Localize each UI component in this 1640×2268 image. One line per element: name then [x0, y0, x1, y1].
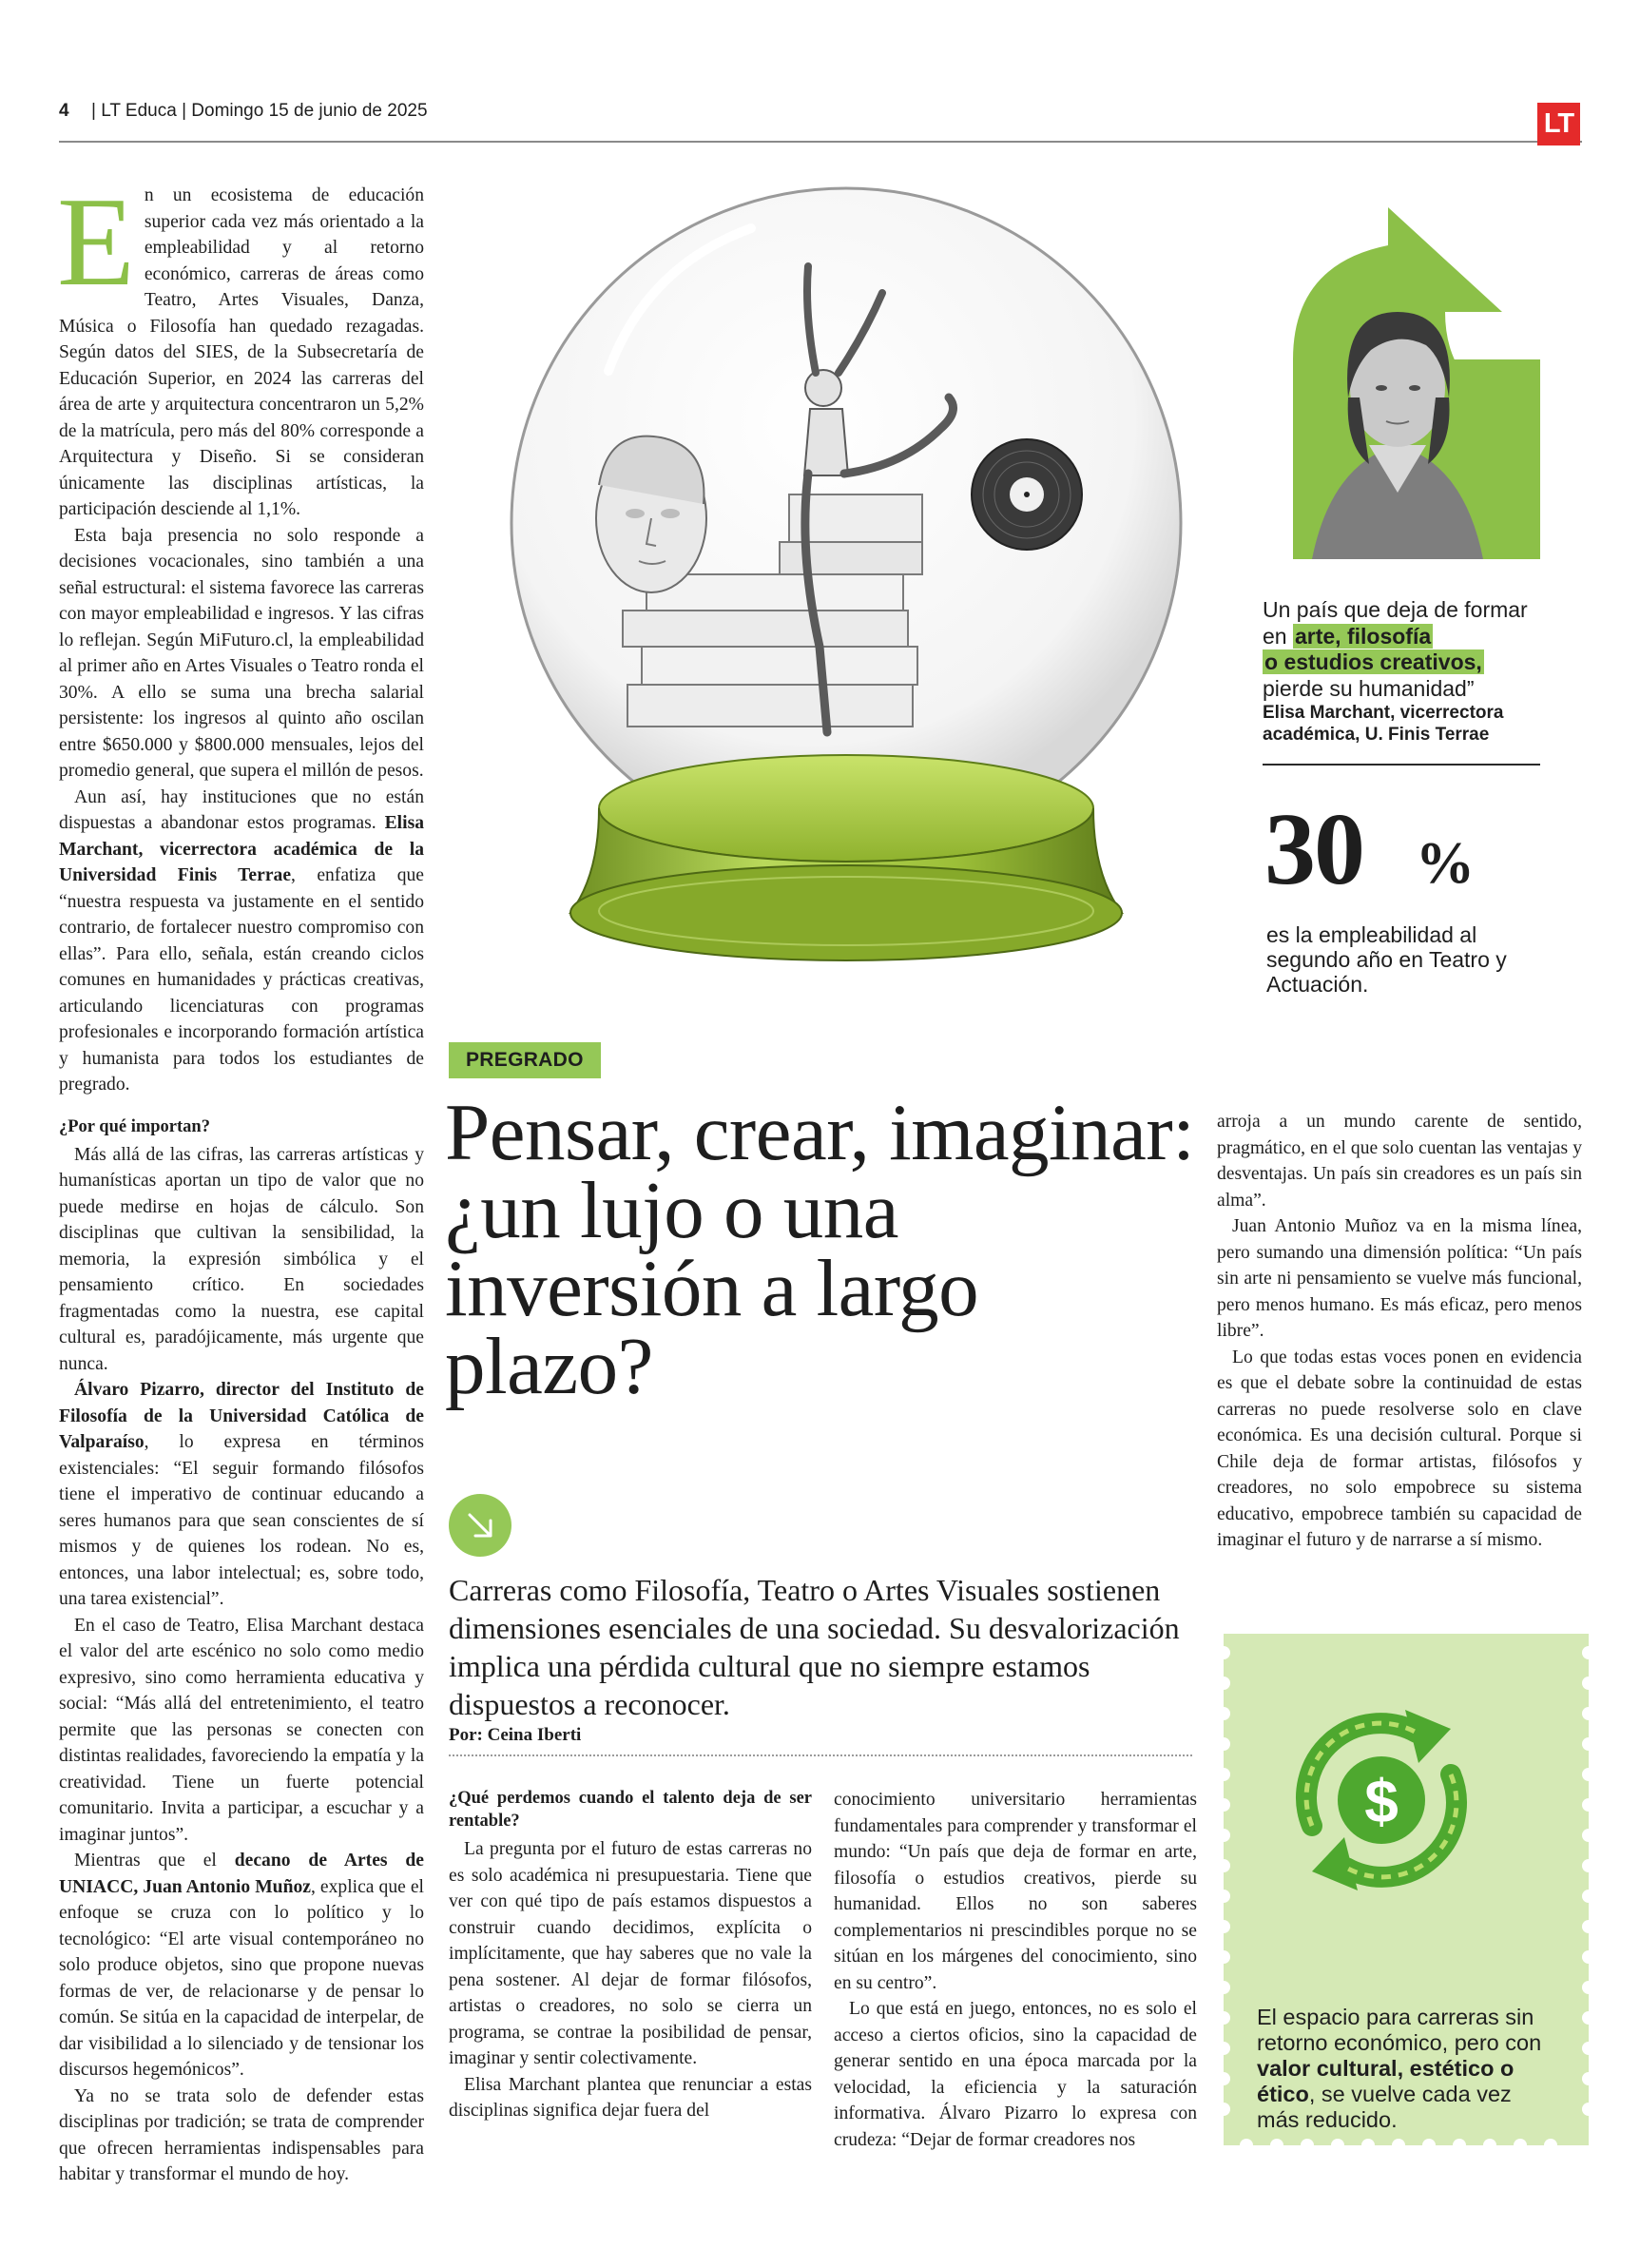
- info-box-text: [1257, 2005, 1542, 2133]
- quote-highlight: o estudios creativos,: [1264, 649, 1482, 674]
- paragraph: [59, 785, 424, 1098]
- section-question: ¿Qué perdemos cuando el talento deja de ser rentable?: [449, 1789, 812, 1831]
- subheadline: Carreras como Filosofía, Teatro o Artes Visuales sostienen dimensiones esenciales de una sociedad. Su desvalorización implica una pérdida cultural que no siempre estamos dispuestos a reconocer.: [449, 1573, 1180, 1721]
- pull-quote: [1263, 597, 1548, 702]
- divider: [449, 1754, 1192, 1756]
- quote-author: [1263, 702, 1548, 746]
- page-number: 4: [59, 101, 69, 121]
- byline: Por: Ceina Iberti: [449, 1725, 582, 1745]
- paragraph-text: n un ecosistema de educación superior cada vez más orientado a la empleabilidad y al retorno económico, carreras de áreas como Teatro, Artes Visuales, Danza, Música o Filosofía han quedado rezagadas. Según datos del SIES, de la Subsecretaría de Educación Superior, en 2024 las carreras del área de arte y arquitectura concentraron un 5,2% de la matrícula, pero más del 80% corresponde a Arquitectura y Diseño. Si se consideran únicamente las disciplinas artísticas, la participación desciende al 1,1%.: [59, 185, 424, 519]
- quote-highlight: arte, filosofía: [1294, 623, 1432, 649]
- headline: Pensar, crear, imaginar: ¿un lujo o una inversión a largo plazo?: [445, 1088, 1195, 1411]
- arrow-down-right-icon: [449, 1494, 511, 1557]
- section-date: | LT Educa | Domingo 15 de junio de 2025: [91, 101, 428, 121]
- paragraph: arroja a un mundo carente de sentido, pragmático, en el que solo cuentan las ventajas y desventajas. Un país sin creadores es un país sin alma”.: [1217, 1112, 1582, 1211]
- svg-text:$: $: [1364, 1767, 1399, 1835]
- person-name: Elisa Marchant, vicerrectora académica de la Universidad Finis Terrae: [59, 813, 424, 885]
- info-text: El espacio para carreras sin retorno económico, pero con: [1257, 2005, 1542, 2055]
- person-name: Álvaro Pizarro, director del Instituto de Filosofía de la Universidad Católica de Valparaíso: [59, 1380, 424, 1452]
- snow-globe-ballerina-illustration: [466, 152, 1226, 1018]
- paragraph: Más allá de las cifras, las carreras artísticas y humanísticas aportan un tipo de valor que no puede medirse en hojas de cálculo. Son disciplinas que cultivan la sensibilidad, la memoria, la expresión simbólica y el pensamiento crítico. En sociedades fragmentadas como la nuestra, ese capital cultural es, paradójicamente, más urgente que nunca.: [59, 1144, 424, 1374]
- paragraph: Ya no se trata solo de defender estas disciplinas por tradición; se trata de comprender que ofrecen herramientas indispensables para habitar y transformar el mundo de hoy.: [59, 2085, 424, 2184]
- stat-caption: es la empleabilidad al segundo año en Teatro y Actuación.: [1266, 922, 1507, 997]
- quote-author-line: Elisa Marchant, vicerrectora: [1263, 703, 1504, 723]
- quote-text: Un país que deja de formar en: [1263, 597, 1528, 649]
- article-column-4: [834, 1787, 1197, 2153]
- paragraph: [57, 171, 424, 523]
- article-column-3: [449, 1787, 812, 2124]
- lt-logo: LT: [1537, 103, 1580, 145]
- person-name: decano de Artes de UNIACC, Juan Antonio Muñoz: [59, 1851, 424, 1897]
- paragraph: Lo que está en juego, entonces, no es solo el acceso a ciertos oficios, sino la capacidad de generar sentido en una época marcada por la velocidad, la eficiencia y la saturación informativa. Álvaro Pizarro lo expresa con crudeza: “Dejar de formar creadores nos: [834, 1999, 1197, 2150]
- info-text: , se vuelve cada vez más reducido.: [1257, 2082, 1512, 2132]
- paragraph: Esta baja presencia no solo responde a decisiones vocacionales, sino también a una señal estructural: el sistema favorece las carreras con mayor empleabilidad e ingresos. Y las cifras lo reflejan. Según MiFuturo.cl, la empleabilidad al primer año en Artes Visuales o Teatro ronda el 30%. A ello se suma una brecha salarial persistente: los ingresos al quinto año oscilan entre $650.000 y $800.000 mensuales, lejos del promedio general, que supera el millón de pesos.: [59, 525, 424, 781]
- paragraph-text: Aun así, hay instituciones que no están dispuestas a abandonar estos programas.: [59, 786, 424, 833]
- paragraph-text: , explica que el enfoque se cruza con lo político y lo tecnológico: “El arte visual contemporáneo no solo produce objetos, sino que propone nuevas formas de ver, de relacionarse y de pensar lo común. Se sitúa en la capacidad de interpelar, de dar visibilidad a lo silenciado y de tensionar los discursos hegemónicos”.: [59, 1876, 424, 2080]
- paragraph: Elisa Marchant plantea que renunciar a estas disciplinas significa dejar fuera del: [449, 2074, 812, 2121]
- dollar-cycle-icon: [1274, 1693, 1489, 1908]
- paragraph-text: Mientras que el: [74, 1851, 235, 1871]
- quote-text: pierde su humanidad”: [1263, 675, 1475, 701]
- paragraph: conocimiento universitario herramientas fundamentales para comprender y transformar el mundo: “Un país que deja de formar en arte, filosofía o estudios creativos, pierde su humanidad. Ellos no son saberes complementarios ni prescindibles porque no se sitúan en los márgenes del conocimiento, sino en su centro”.: [834, 1790, 1197, 1993]
- paragraph-text: , enfatiza que “nuestra respuesta va justamente en el sentido contrario, de fortalecer nuestro compromiso con ellas”. Para ello, señala, están creando ciclos comunes en humanidades y prácticas creativas, articulando licenciaturas con programas profesionales e incorporando formación artística y humanista para todos los estudiantes de pregrado.: [59, 865, 424, 1095]
- section-question: ¿Por qué importan?: [59, 1116, 210, 1136]
- paragraph: Lo que todas estas voces ponen en evidencia es que el debate sobre la continuidad de estas carreras no puede resolverse solo en clave económica. Es una decisión cultural. Porque si Chile deja de formar artistas, filósofos y creadores, no solo empobrece su sistema educativo, empobrece también su capacidad de imaginar el futuro y de narrarse a sí mismo.: [1217, 1347, 1582, 1550]
- article-column-1: [57, 171, 424, 2188]
- section-kicker: PREGRADO: [449, 1042, 601, 1078]
- paragraph: Juan Antonio Muñoz va en la misma línea, pero sumando una dimensión política: “Un país sin arte ni pensamiento se vuelve más funcional, pero menos humano. Es más eficaz, pero menos libre”.: [1217, 1216, 1582, 1341]
- stat-value: 30: [1264, 793, 1363, 906]
- header-rule: [59, 141, 1582, 143]
- paragraph: [59, 1848, 424, 2084]
- divider: [1263, 764, 1540, 766]
- paragraph-text: , lo expresa en términos existenciales: “El seguir formando filósofos tiene el imperativo de continuar educando a seres humanos para que sean conscientes de sí mismos y de quienes los rodean. No es, entonces, una labor intelectual; es, sobre todo, una tarea existencial”.: [59, 1432, 424, 1609]
- info-highlight: valor cultural, estético o ético: [1257, 2056, 1515, 2106]
- stat-unit: %: [1416, 831, 1475, 896]
- quote-author-line: académica, U. Finis Terrae: [1263, 725, 1490, 745]
- paragraph: La pregunta por el futuro de estas carreras no es solo académica ni presupuestaria. Tiene que ver con qué tipo de país estamos dispuestos a construir cuando decidimos, explícita o implícitamente, que hay saberes que no vale la pena sostener. Al dejar de formar filósofos, artistas o creadores, no solo se cierra un programa, se contrae la posibilidad de pensar, imaginar y sentir colectivamente.: [449, 1839, 812, 2068]
- portrait-photo: [1255, 207, 1540, 559]
- paragraph: [59, 1377, 424, 1613]
- drop-cap: E: [57, 171, 135, 312]
- paragraph: En el caso de Teatro, Elisa Marchant destaca el valor del arte escénico no solo como medio expresivo, sino como herramienta educativa y social: “Más allá del entretenimiento, el teatro permite que las personas se conecten con distintas realidades, favoreciendo la empatía y la creatividad. Tiene un fuerte potencial comunitario. Invita a participar, a escuchar y a imaginar juntos”.: [59, 1615, 424, 1845]
- article-column-5: [1217, 1109, 1582, 1554]
